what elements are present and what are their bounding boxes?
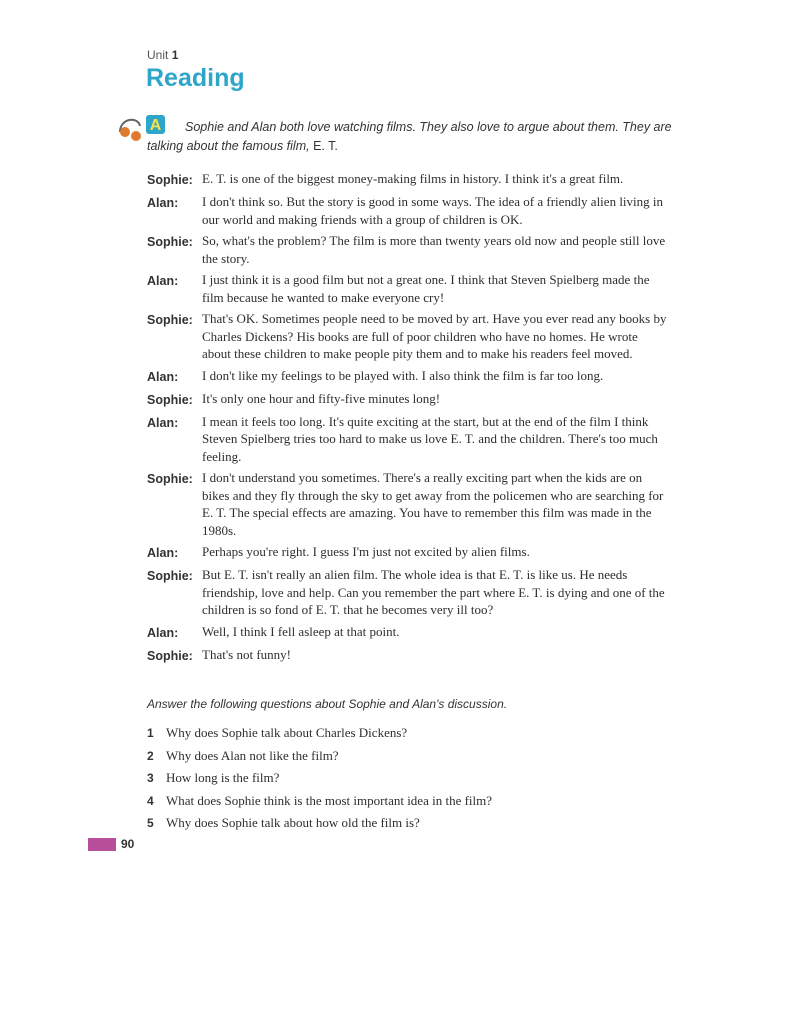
speaker-name: Sophie: [147, 472, 193, 486]
unit-label [147, 48, 178, 62]
question-number: 2 [147, 748, 154, 763]
dialogue-turn [147, 193, 667, 228]
dialogue-turn [147, 469, 667, 539]
question-number: 3 [147, 771, 154, 786]
dialogue-turn [147, 271, 667, 306]
dialogue-line: It's only one hour and fifty-five minutes long! [202, 390, 441, 406]
dialogue [147, 170, 667, 669]
question-text: How long is the film? [166, 770, 280, 786]
page-title: Reading [146, 64, 245, 92]
intro-film-title: E. T. [313, 139, 338, 153]
question-text: Why does Sophie talk about how old the film is? [166, 815, 420, 831]
dialogue-line: But E. T. isn't really an alien film. The whole idea is that E. T. is like us. He needs friendship, love and help. Can you remember the part where E. T. is dying and one of the children is so fond of E. T. that he becomes very ill too? [202, 567, 665, 617]
dialogue-turn [147, 623, 667, 642]
question-item [147, 812, 492, 835]
dialogue-line: So, what's the problem? The film is more than twenty years old now and people still love the story. [202, 233, 666, 266]
dialogue-turn [147, 413, 667, 466]
question-number: 1 [147, 726, 154, 741]
dialogue-turn [147, 367, 667, 386]
speaker-name: Sophie: [147, 235, 193, 249]
speaker-name: Sophie: [147, 173, 193, 187]
speaker-name: Alan: [147, 415, 179, 430]
question-number: 4 [147, 793, 154, 808]
question-number: 5 [147, 816, 154, 831]
dialogue-line: Perhaps you're right. I guess I'm just not excited by alien films. [202, 544, 530, 559]
question-list [147, 722, 492, 835]
page-number: 90 [121, 837, 135, 851]
dialogue-turn [147, 390, 667, 409]
dialogue-line: E. T. is one of the biggest money-making films in history. I think it's a great film. [202, 171, 624, 186]
speaker-name: Alan: [147, 274, 179, 288]
questions-heading: Answer the following questions about Sophie and Alan's discussion. [147, 697, 508, 711]
dialogue-turn [147, 170, 667, 189]
question-text: Why does Alan not like the film? [166, 747, 339, 763]
question-item [147, 767, 492, 790]
section-marker: A [149, 117, 162, 134]
speaker-name: Sophie: [147, 313, 193, 327]
unit-word: Unit [147, 48, 169, 62]
dialogue-line: I just think it is a good film but not a great one. I think that Steven Spielberg made the film because he wanted to make everyone cry! [202, 272, 650, 305]
dialogue-turn [147, 543, 667, 562]
speaker-name: Alan: [147, 546, 179, 560]
dialogue-turn [147, 646, 667, 665]
question-text: What does Sophie think is the most important idea in the film? [166, 792, 493, 808]
question-item [147, 745, 492, 768]
dialogue-turn [147, 566, 667, 619]
audio-headphones-icon[interactable] [116, 112, 168, 142]
unit-number: 1 [171, 48, 179, 62]
speaker-name: Alan: [147, 625, 179, 640]
dialogue-line: I mean it feels too long. It's quite exciting at the start, but at the end of the film I think Steven Spielberg tries too hard to make us love E. T. and the children. There's too much feeling. [202, 413, 658, 464]
question-text: Why does Sophie talk about Charles Dickens? [166, 725, 408, 741]
intro-text: Sophie and Alan both love watching films. They also love to argue about them. They are [185, 120, 672, 134]
intro-text-part: talking about the famous film, [147, 139, 310, 153]
speaker-name: Alan: [147, 196, 179, 210]
speaker-name: Sophie: [147, 569, 193, 583]
dialogue-line: That's OK. Sometimes people need to be moved by art. Have you ever read any books by Charles Dickens? His books are full of poor children who have no homes. He wrote about these children to make people pity them and to make his readers feel moved. [202, 311, 667, 361]
dialogue-line: I don't like my feelings to be played with. I also think the film is far too long. [202, 367, 604, 383]
question-item [147, 790, 492, 813]
speaker-name: Sophie: [147, 648, 193, 663]
speaker-name: Sophie: [147, 392, 193, 407]
dialogue-line: I don't think so. But the story is good in some ways. The idea of a friendly alien living in our world and making friends with a group of children is OK. [202, 194, 664, 227]
page-number-bar [88, 838, 116, 851]
dialogue-line: Well, I think I fell asleep at that point. [202, 623, 400, 639]
intro-text-cont [147, 139, 338, 153]
speaker-name: Alan: [147, 369, 179, 384]
dialogue-turn [147, 232, 667, 267]
dialogue-line: That's not funny! [202, 646, 291, 662]
question-item [147, 722, 492, 745]
dialogue-line: I don't understand you sometimes. There's a really exciting part when the kids are on bikes and they fly through the sky to get away from the policemen who are searching for E. T. The special effects are amazing. You have to remember this film was made in the 1980s. [202, 470, 664, 538]
dialogue-turn [147, 310, 667, 363]
